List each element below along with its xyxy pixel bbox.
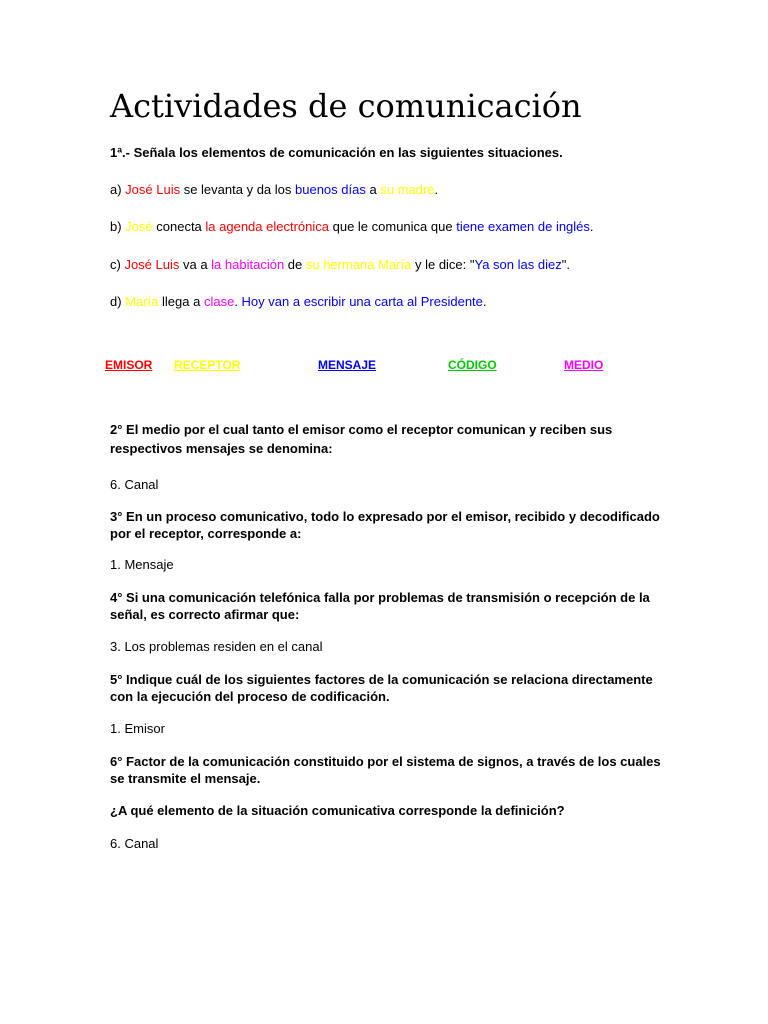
item-a-text: . xyxy=(434,182,439,197)
item-d-prefix: d) xyxy=(110,294,126,309)
legend-emisor: EMISOR xyxy=(105,358,153,372)
item-a-text: a xyxy=(365,182,381,197)
item-b-text: conecta xyxy=(152,219,206,234)
item-b-text: . xyxy=(589,219,594,234)
legend-codigo: CÓDIGO xyxy=(448,358,497,372)
item-c-text: ". xyxy=(561,257,570,272)
item-a-receptor: su madre xyxy=(380,182,435,197)
item-d-text: llega a xyxy=(158,294,204,309)
item-d-text: . xyxy=(482,294,487,309)
legend-mensaje: MENSAJE xyxy=(318,358,377,372)
item-a-mensaje: buenos días xyxy=(295,182,366,197)
q1-item-c xyxy=(110,257,570,273)
item-c-text: va a xyxy=(179,257,212,272)
item-d-receptor: María xyxy=(125,294,159,309)
q6-question: 6° Factor de la comunicación constituido por el sistema de signos, a través de los cuales se transmite el mensaje. xyxy=(110,754,661,786)
item-c-emisor: José Luis xyxy=(124,257,180,272)
q1-heading: 1ª.- Señala los elementos de comunicación en las siguientes situaciones. xyxy=(110,145,563,160)
q1-item-d xyxy=(110,294,487,310)
item-c-text: y le dice: " xyxy=(411,257,475,272)
page-title: Actividades de comunicación xyxy=(110,87,582,125)
item-b-receptor: José xyxy=(125,219,153,234)
q6-subquestion: ¿A qué elemento de la situación comunicativa corresponde la definición? xyxy=(110,803,565,818)
q3-question: 3° En un proceso comunicativo, todo lo expresado por el emisor, recibido y decodificado por el receptor, corresponde a: xyxy=(110,509,660,541)
item-c-prefix: c) xyxy=(110,257,125,272)
q2-question: 2° El medio por el cual tanto el emisor como el receptor comunican y reciben sus respectivos mensajes se denomina: xyxy=(110,422,613,456)
item-a-text: se levanta y da los xyxy=(180,182,295,197)
q1-item-a xyxy=(110,182,438,198)
item-d-mensaje: Hoy van a escribir una carta al Presidente xyxy=(241,294,483,309)
q2-answer: 6. Canal xyxy=(110,477,159,492)
item-d-text: . xyxy=(234,294,242,309)
item-a-prefix: a) xyxy=(110,182,126,197)
q3-answer: 1. Mensaje xyxy=(110,557,174,572)
item-c-receptor: su hermana María xyxy=(305,257,412,272)
q1-item-b xyxy=(110,219,594,235)
item-b-mensaje: tiene examen de inglés xyxy=(456,219,590,234)
item-b-prefix: b) xyxy=(110,219,126,234)
legend-medio: MEDIO xyxy=(564,358,604,372)
item-c-mensaje: Ya son las diez xyxy=(474,257,562,272)
item-b-text: que le comunica que xyxy=(329,219,457,234)
q4-answer: 3. Los problemas residen en el canal xyxy=(110,639,323,654)
item-d-medio: clase xyxy=(203,294,235,309)
item-b-emisor: la agenda electrónica xyxy=(205,219,329,234)
q5-question: 5° Indique cuál de los siguientes factores de la comunicación se relaciona directamente con la ejecución del proceso de codificación. xyxy=(110,672,653,704)
item-c-medio: la habitación xyxy=(211,257,285,272)
q6-answer: 6. Canal xyxy=(110,836,159,851)
q5-answer: 1. Emisor xyxy=(110,721,165,736)
q4-question: 4° Si una comunicación telefónica falla por problemas de transmisión o recepción de la señal, es correcto afirmar que: xyxy=(110,590,650,622)
legend-receptor: RECEPTOR xyxy=(174,358,241,372)
item-c-text: de xyxy=(284,257,306,272)
item-a-emisor: José Luis xyxy=(125,182,181,197)
